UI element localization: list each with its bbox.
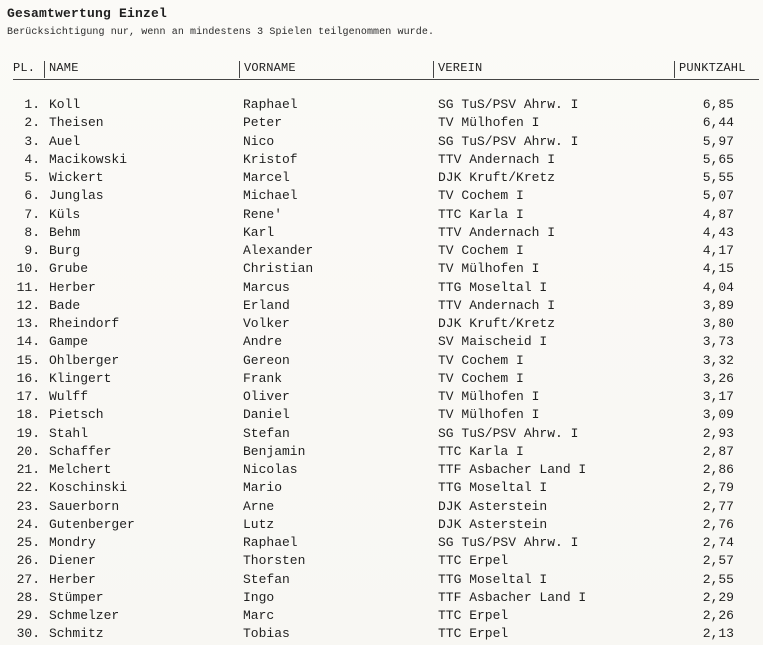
row-rank: 18.: [16, 407, 40, 423]
row-rank: 27.: [16, 571, 40, 587]
row-verein: TTC Erpel: [438, 553, 509, 569]
row-verein: SG TuS/PSV Ahrw. I: [438, 97, 579, 112]
row-verein: TV Cochem I: [438, 352, 524, 368]
table-row: [0, 224, 763, 242]
row-verein: TV Cochem I: [438, 243, 524, 258]
table-row: [0, 406, 763, 424]
row-verein: TTG Moseltal I: [438, 279, 548, 295]
row-name: Ohlberger: [49, 352, 120, 368]
row-punktzahl: 2,74: [702, 535, 734, 550]
row-punktzahl: 3,73: [702, 334, 734, 350]
row-rank: 3.: [24, 133, 40, 149]
row-name: Gampe: [49, 334, 89, 350]
table-row: [0, 479, 763, 497]
row-verein: TTC Karla I: [438, 443, 524, 459]
row-vorname: Marcus: [243, 279, 290, 295]
table-row: [0, 370, 763, 388]
row-punktzahl: 2,77: [702, 498, 734, 514]
row-name: Sauerborn: [49, 498, 120, 514]
row-vorname: Andre: [243, 334, 283, 350]
table-row: [0, 607, 763, 625]
row-name: Wickert: [49, 170, 104, 185]
row-punktzahl: 2,76: [702, 516, 734, 532]
row-punktzahl: 5,65: [702, 151, 734, 167]
row-punktzahl: 2,26: [702, 608, 734, 623]
row-verein: TV Mülhofen I: [438, 115, 540, 131]
row-rank: 13.: [16, 316, 40, 331]
row-verein: DJK Kruft/Kretz: [438, 170, 556, 185]
row-verein: TTV Andernach I: [438, 297, 556, 313]
row-rank: 8.: [24, 224, 40, 240]
row-rank: 10.: [16, 261, 40, 277]
row-name: Burg: [49, 243, 81, 258]
row-name: Behm: [49, 224, 81, 240]
row-vorname: Michael: [243, 188, 298, 204]
row-name: Koschinski: [49, 480, 128, 496]
row-punktzahl: 3,09: [702, 407, 734, 423]
row-rank: 7.: [24, 206, 40, 222]
row-rank: 21.: [16, 462, 40, 477]
row-name: Herber: [49, 279, 96, 295]
row-vorname: Arne: [243, 498, 275, 514]
row-name: Gutenberger: [49, 516, 135, 532]
row-rank: 15.: [16, 352, 40, 368]
row-vorname: Ingo: [243, 589, 275, 605]
row-verein: TV Mülhofen I: [438, 261, 540, 277]
header-pl: PL.: [13, 61, 36, 75]
row-name: Mondry: [49, 535, 96, 550]
row-punktzahl: 2,93: [702, 425, 734, 441]
table-row: [0, 169, 763, 187]
row-name: Rheindorf: [49, 316, 120, 331]
row-name: Klingert: [49, 370, 112, 386]
header-punktzahl: PUNKTZAHL: [674, 61, 746, 78]
row-name: Theisen: [49, 115, 104, 131]
row-rank: 25.: [16, 535, 40, 550]
row-vorname: Raphael: [243, 97, 298, 112]
row-punktzahl: 2,87: [702, 443, 734, 459]
table-header: [13, 61, 759, 80]
header-verein: VEREIN: [433, 61, 482, 78]
row-vorname: Karl: [243, 224, 275, 240]
row-name: Auel: [49, 133, 81, 149]
row-rank: 6.: [24, 188, 40, 204]
table-row: [0, 461, 763, 479]
row-verein: SG TuS/PSV Ahrw. I: [438, 133, 579, 149]
row-vorname: Erland: [243, 297, 290, 313]
row-vorname: Stefan: [243, 571, 290, 587]
row-punktzahl: 5,55: [702, 170, 734, 185]
row-rank: 19.: [16, 425, 40, 441]
row-verein: DJK Kruft/Kretz: [438, 316, 556, 331]
table-row: [0, 425, 763, 443]
row-verein: DJK Asterstein: [438, 498, 548, 514]
row-punktzahl: 2,79: [702, 480, 734, 496]
row-verein: TV Cochem I: [438, 370, 524, 386]
table-row: [0, 571, 763, 589]
row-rank: 30.: [16, 626, 40, 642]
results-table-body: [0, 96, 763, 644]
row-vorname: Oliver: [243, 389, 290, 404]
row-punktzahl: 2,13: [702, 626, 734, 642]
row-punktzahl: 4,43: [702, 224, 734, 240]
row-vorname: Frank: [243, 370, 283, 386]
row-rank: 9.: [24, 243, 40, 258]
row-punktzahl: 5,97: [702, 133, 734, 149]
row-rank: 11.: [16, 279, 40, 295]
row-punktzahl: 3,32: [702, 352, 734, 368]
row-vorname: Volker: [243, 316, 290, 331]
table-row: [0, 352, 763, 370]
row-name: Grube: [49, 261, 89, 277]
table-row: [0, 260, 763, 278]
row-verein: SG TuS/PSV Ahrw. I: [438, 425, 579, 441]
row-verein: TV Mülhofen I: [438, 407, 540, 423]
row-punktzahl: 6,85: [702, 97, 734, 112]
row-rank: 12.: [16, 297, 40, 313]
row-vorname: Daniel: [243, 407, 290, 423]
row-rank: 29.: [16, 608, 40, 623]
table-row: [0, 151, 763, 169]
row-rank: 22.: [16, 480, 40, 496]
row-punktzahl: 2,86: [702, 462, 734, 477]
row-name: Schaffer: [49, 443, 112, 459]
row-vorname: Alexander: [243, 243, 314, 258]
row-name: Diener: [49, 553, 96, 569]
table-row: [0, 333, 763, 351]
row-name: Stahl: [49, 425, 89, 441]
row-rank: 24.: [16, 516, 40, 532]
row-verein: TTG Moseltal I: [438, 480, 548, 496]
row-vorname: Thorsten: [243, 553, 306, 569]
row-punktzahl: 3,89: [702, 297, 734, 313]
row-name: Küls: [49, 206, 81, 222]
row-name: Wulff: [49, 389, 89, 404]
row-name: Melchert: [49, 462, 112, 477]
row-verein: SG TuS/PSV Ahrw. I: [438, 535, 579, 550]
row-punktzahl: 6,44: [702, 115, 734, 131]
table-row: [0, 516, 763, 534]
row-verein: DJK Asterstein: [438, 516, 548, 532]
table-row: [0, 133, 763, 151]
row-verein: TTC Karla I: [438, 206, 524, 222]
table-row: [0, 297, 763, 315]
row-name: Koll: [49, 97, 81, 112]
row-rank: 26.: [16, 553, 40, 569]
table-row: [0, 534, 763, 552]
row-name: Schmitz: [49, 626, 104, 642]
row-rank: 28.: [16, 589, 40, 605]
row-verein: TTC Erpel: [438, 626, 509, 642]
table-row: [0, 206, 763, 224]
row-vorname: Mario: [243, 480, 283, 496]
table-row: [0, 589, 763, 607]
row-verein: TV Cochem I: [438, 188, 524, 204]
row-verein: TTV Andernach I: [438, 224, 556, 240]
header-vorname: VORNAME: [239, 61, 296, 78]
row-vorname: Gereon: [243, 352, 290, 368]
row-rank: 20.: [16, 443, 40, 459]
row-punktzahl: 4,17: [702, 243, 734, 258]
table-row: [0, 187, 763, 205]
row-punktzahl: 4,15: [702, 261, 734, 277]
row-vorname: Lutz: [243, 516, 275, 532]
row-rank: 2.: [24, 115, 40, 131]
row-rank: 4.: [24, 151, 40, 167]
row-vorname: Nico: [243, 133, 275, 149]
row-rank: 5.: [24, 170, 40, 185]
row-vorname: Tobias: [243, 626, 290, 642]
row-verein: TTG Moseltal I: [438, 571, 548, 587]
row-name: Macikowski: [49, 151, 128, 167]
table-row: [0, 443, 763, 461]
row-name: Stümper: [49, 589, 104, 605]
table-row: [0, 552, 763, 570]
row-punktzahl: 3,17: [702, 389, 734, 404]
row-verein: TTF Asbacher Land I: [438, 589, 587, 605]
row-verein: TTV Andernach I: [438, 151, 556, 167]
row-verein: TTC Erpel: [438, 608, 509, 623]
row-vorname: Stefan: [243, 425, 290, 441]
header-name: NAME: [44, 61, 79, 78]
row-punktzahl: 5,07: [702, 188, 734, 204]
table-row: [0, 498, 763, 516]
row-rank: 17.: [16, 389, 40, 404]
row-rank: 23.: [16, 498, 40, 514]
row-punktzahl: 2,57: [702, 553, 734, 569]
row-rank: 14.: [16, 334, 40, 350]
table-row: [0, 279, 763, 297]
page-title: Gesamtwertung Einzel: [7, 6, 168, 21]
table-row: [0, 625, 763, 643]
row-vorname: Marcel: [243, 170, 290, 185]
table-row: [0, 242, 763, 260]
row-name: Schmelzer: [49, 608, 120, 623]
row-punktzahl: 2,55: [702, 571, 734, 587]
row-rank: 16.: [16, 370, 40, 386]
table-row: [0, 114, 763, 132]
row-rank: 1.: [24, 97, 40, 112]
row-vorname: Rene': [243, 206, 283, 222]
table-row: [0, 315, 763, 333]
row-punktzahl: 3,26: [702, 370, 734, 386]
table-row: [0, 388, 763, 406]
page-subtitle: Berücksichtigung nur, wenn an mindestens 3 Spielen teilgenommen wurde.: [7, 27, 435, 38]
row-verein: TV Mülhofen I: [438, 389, 540, 404]
table-row: [0, 96, 763, 114]
row-name: Herber: [49, 571, 96, 587]
row-vorname: Christian: [243, 261, 314, 277]
row-name: Bade: [49, 297, 81, 313]
row-name: Pietsch: [49, 407, 104, 423]
row-name: Junglas: [49, 188, 104, 204]
row-punktzahl: 3,80: [702, 316, 734, 331]
row-vorname: Kristof: [243, 151, 298, 167]
row-vorname: Peter: [243, 115, 283, 131]
row-punktzahl: 2,29: [702, 589, 734, 605]
row-verein: TTF Asbacher Land I: [438, 462, 587, 477]
row-vorname: Marc: [243, 608, 275, 623]
row-verein: SV Maischeid I: [438, 334, 548, 350]
row-punktzahl: 4,87: [702, 206, 734, 222]
row-vorname: Raphael: [243, 535, 298, 550]
row-vorname: Nicolas: [243, 462, 298, 477]
row-punktzahl: 4,04: [702, 279, 734, 295]
row-vorname: Benjamin: [243, 443, 306, 459]
